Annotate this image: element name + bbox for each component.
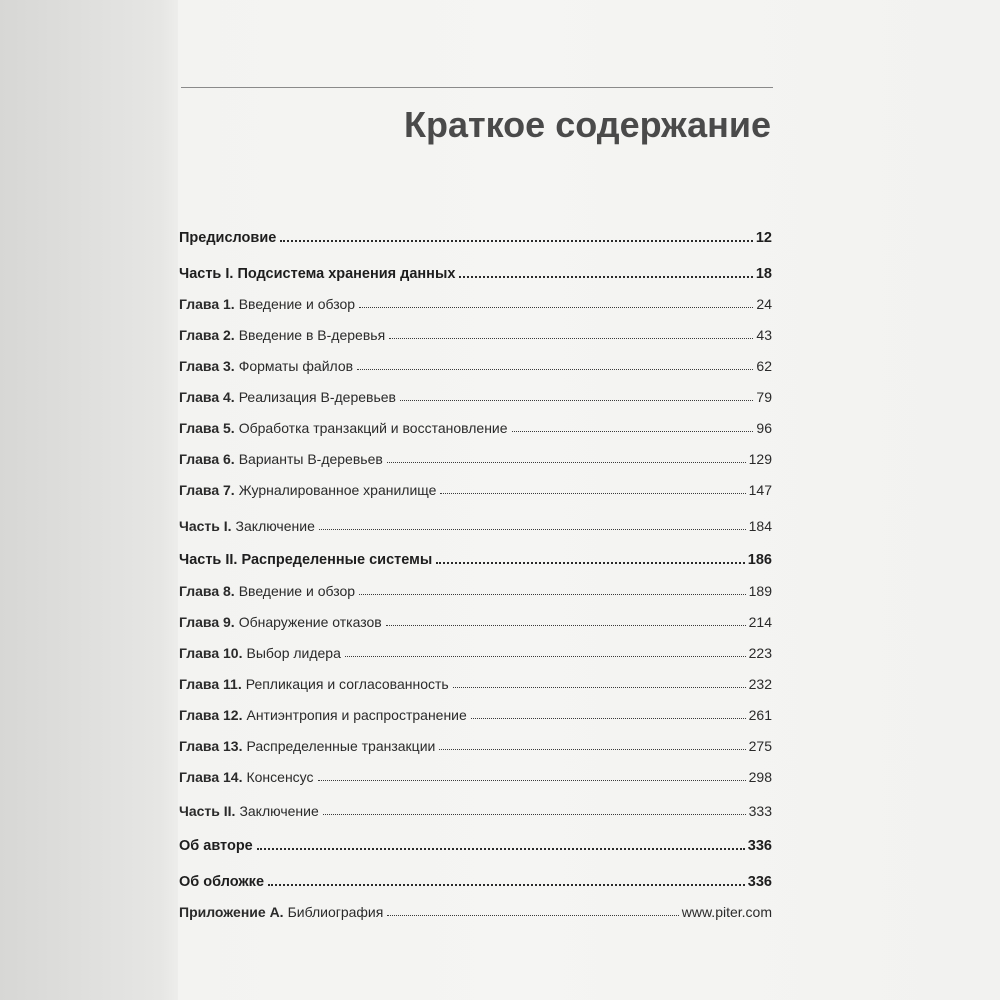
toc-page-number: 189 — [748, 583, 772, 599]
toc-page-number: 298 — [748, 769, 772, 785]
toc-entry-number: Глава 4. — [179, 389, 235, 405]
dot-leader — [268, 883, 745, 886]
toc-entry-title: Антиэнтропия и распространение — [246, 707, 467, 723]
toc-entry-title: Варианты B-деревьев — [238, 451, 383, 467]
toc-page-number: 261 — [748, 707, 772, 723]
dot-leader — [471, 717, 746, 719]
toc-page-number: 79 — [756, 389, 772, 405]
toc-entry-label — [179, 614, 382, 630]
page-gutter-shadow — [0, 0, 178, 1000]
toc-entry-title: Введение в B-деревья — [238, 327, 386, 343]
toc-page-number: 214 — [748, 614, 772, 630]
toc-page-number: 12 — [755, 230, 772, 246]
toc-entry-label — [179, 389, 396, 405]
toc-page-number: 336 — [747, 838, 772, 854]
dot-leader — [436, 561, 745, 564]
toc-entry-label — [179, 482, 436, 498]
toc-entry-number: Часть II. Распределенные системы — [179, 552, 433, 568]
dot-leader — [345, 655, 746, 657]
toc-page-number: 232 — [748, 676, 772, 692]
toc-entry-number: Об обложке — [179, 874, 265, 890]
dot-leader — [453, 686, 746, 688]
toc-entry-title: Журналированное хранилище — [238, 482, 437, 498]
page-title: Краткое содержание — [404, 104, 771, 145]
toc-entry-label — [179, 769, 314, 785]
toc-entry — [179, 504, 772, 534]
toc-entry-label — [179, 803, 319, 819]
toc-entry-title: Введение и обзор — [238, 296, 356, 312]
toc-page-number: 333 — [748, 803, 772, 819]
toc-entry-label — [179, 707, 467, 723]
toc-entry-number: Глава 2. — [179, 327, 235, 343]
toc-entry — [179, 313, 772, 343]
toc-entry-number: Часть II. — [179, 803, 236, 819]
toc-entry — [179, 344, 772, 374]
toc-entry-label — [179, 230, 276, 246]
toc-entry — [179, 755, 772, 785]
toc-entry — [179, 693, 772, 723]
toc-entry-label — [179, 296, 355, 312]
toc-entry-number: Глава 14. — [179, 769, 243, 785]
toc-entry-title: Консенсус — [246, 769, 314, 785]
toc-entry — [179, 406, 772, 436]
toc-entry-title: Выбор лидера — [246, 645, 341, 661]
toc-entry-title: Введение и обзор — [238, 583, 356, 599]
header-rule — [181, 87, 773, 88]
dot-leader — [400, 399, 753, 401]
toc-entry-number: Глава 5. — [179, 420, 235, 436]
toc-entry-label — [179, 420, 508, 436]
toc-page-number: 186 — [747, 552, 772, 568]
toc-entry-number: Глава 3. — [179, 358, 235, 374]
toc-entry — [179, 600, 772, 630]
toc-entry-label — [179, 583, 355, 599]
toc-entry-label — [179, 904, 383, 920]
toc-entry-label — [179, 266, 455, 282]
toc-entry — [179, 216, 772, 246]
toc-entry — [179, 468, 772, 498]
toc-entry-title: Форматы файлов — [238, 358, 354, 374]
dot-leader — [440, 492, 745, 494]
toc-entry — [179, 890, 772, 920]
toc-entry-label — [179, 738, 435, 754]
dot-leader — [280, 239, 753, 242]
toc-entry — [179, 252, 772, 282]
toc-entry-label — [179, 838, 253, 854]
toc-entry — [179, 662, 772, 692]
toc-page-number: 336 — [747, 874, 772, 890]
toc-entry-title: Библиография — [287, 904, 384, 920]
toc-page-number: 275 — [748, 738, 772, 754]
toc-entry — [179, 789, 772, 819]
toc-entry-number: Глава 10. — [179, 645, 243, 661]
toc-entry-number: Глава 11. — [179, 676, 242, 692]
toc-entry-label — [179, 327, 385, 343]
toc-entry-title: Распределенные транзакции — [246, 738, 436, 754]
toc-entry — [179, 437, 772, 467]
toc-entry-title: Заключение — [235, 518, 315, 534]
toc-entry — [179, 860, 772, 890]
dot-leader — [318, 779, 746, 781]
dot-leader — [389, 337, 753, 339]
toc-entry — [179, 375, 772, 405]
toc-entry-title: Репликация и согласованность — [245, 676, 449, 692]
toc-page-number: 184 — [748, 518, 772, 534]
toc-entry-number: Глава 6. — [179, 451, 235, 467]
toc-page-number: 18 — [755, 266, 772, 282]
toc-page-number: 96 — [756, 420, 772, 436]
toc-entry-title: Обработка транзакций и восстановление — [238, 420, 508, 436]
dot-leader — [512, 430, 754, 432]
toc-page-number: 147 — [748, 482, 772, 498]
toc-entry-number: Предисловие — [179, 230, 277, 246]
toc-entry-number: Глава 8. — [179, 583, 235, 599]
toc-page-number: 129 — [748, 451, 772, 467]
dot-leader — [386, 624, 746, 626]
toc-entry-label — [179, 518, 315, 534]
toc-entry-label — [179, 358, 353, 374]
toc-page-number: 62 — [756, 358, 772, 374]
toc-entry-label — [179, 874, 264, 890]
toc-entry-title: Заключение — [239, 803, 319, 819]
toc-entry — [179, 569, 772, 599]
toc-entry-number: Часть I. — [179, 518, 232, 534]
toc-entry-number: Глава 9. — [179, 614, 235, 630]
dot-leader — [357, 368, 753, 370]
dot-leader — [439, 748, 745, 750]
toc-entry-label — [179, 451, 383, 467]
toc-entry-number: Глава 12. — [179, 707, 243, 723]
dot-leader — [323, 813, 746, 815]
toc-entry-title: Реализация B-деревьев — [238, 389, 396, 405]
toc-entry-number: Глава 1. — [179, 296, 235, 312]
toc-page-number: www.piter.com — [681, 904, 772, 920]
dot-leader — [359, 593, 746, 595]
toc-page-number: 223 — [748, 645, 772, 661]
toc-entry-label — [179, 676, 449, 692]
toc-page-number: 24 — [756, 296, 772, 312]
toc-entry — [179, 724, 772, 754]
toc-entry-label — [179, 645, 341, 661]
dot-leader — [359, 306, 753, 308]
toc-entry-number: Глава 13. — [179, 738, 243, 754]
toc-entry — [179, 282, 772, 312]
toc-entry — [179, 631, 772, 661]
toc-entry — [179, 824, 772, 854]
toc-entry-number: Приложение А. — [179, 904, 284, 920]
dot-leader — [387, 461, 746, 463]
toc-entry-label — [179, 552, 432, 568]
toc-page-number: 43 — [756, 327, 772, 343]
dot-leader — [387, 914, 678, 916]
toc-entry-number: Часть I. Подсистема хранения данных — [179, 266, 456, 282]
dot-leader — [319, 528, 746, 530]
dot-leader — [257, 847, 745, 850]
toc-entry-number: Глава 7. — [179, 482, 235, 498]
toc-entry-title: Обнаружение отказов — [238, 614, 382, 630]
toc-entry — [179, 538, 772, 568]
toc-entry-number: Об авторе — [179, 838, 253, 854]
dot-leader — [459, 275, 752, 278]
